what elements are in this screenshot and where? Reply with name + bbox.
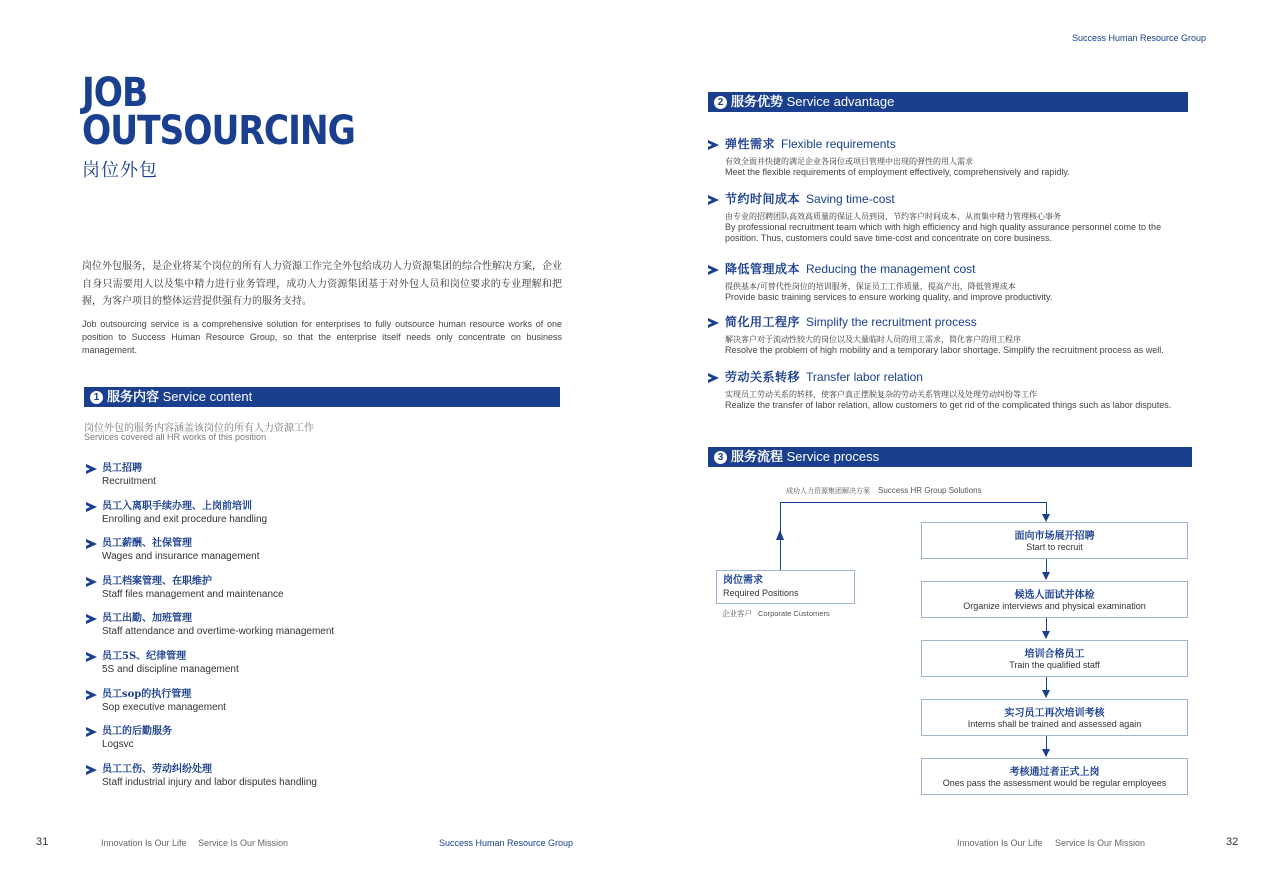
arrow-bullet-icon: [708, 140, 719, 150]
arrow-down-icon: [1042, 631, 1050, 639]
advantage-desc-en: Provide basic training services to ensure working quality, and improve productivity.: [725, 292, 1053, 302]
advantage-item: [708, 369, 1188, 411]
arrow-bullet-icon: [708, 373, 719, 383]
flow-connector-horizontal: [780, 502, 1046, 503]
corp-label-en: Corporate Customers: [758, 609, 830, 618]
footer-slogan-2-right: Service Is Our Mission: [1055, 838, 1146, 848]
service-content-list: [86, 462, 386, 800]
page-number-right: 32: [1226, 836, 1239, 848]
service-content-subtitle-en: Services covered all HR works of this position: [84, 432, 267, 442]
arrow-bullet-icon: [708, 195, 719, 205]
arrow-bullet-icon: [708, 318, 719, 328]
item-label-en: Staff attendance and overtime-working management: [102, 626, 335, 638]
advantage-desc-cn: 解决客户对于流动性较大的岗位以及大量临时人员的用工需求，简化客户的用工程序: [725, 335, 1021, 344]
arrow-bullet-icon: [86, 690, 97, 700]
advantage-desc-en: Resolve the problem of high mobility and a temporary labor shortage. Simplify the recruitment process as well.: [725, 345, 1164, 355]
advantage-title-cn: 弹性需求: [725, 137, 776, 151]
advantage-title-en: Reducing the management cost: [806, 262, 976, 276]
page-number-left: 31: [36, 836, 49, 848]
list-item: [86, 650, 386, 688]
page-title-cn: 岗位外包: [82, 160, 158, 181]
advantage-title-cn: 降低管理成本: [725, 262, 801, 276]
corp-label-cn: 企业客户: [722, 609, 752, 618]
step-label-en: Start to recruit: [1026, 542, 1083, 552]
advantage-desc-cn: 由专业的招聘团队高效高质量的保证人员到岗，节约客户时间成本，从而集中精力管理核心事务: [725, 212, 1061, 221]
flow-label-en: Success HR Group Solutions: [878, 486, 982, 495]
section-title-cn: 服务优势: [731, 95, 784, 110]
item-label-cn: 员工工伤、劳动纠纷处理: [102, 763, 212, 775]
advantage-item: [708, 191, 1188, 244]
step-label-en: Organize interviews and physical examination: [963, 601, 1146, 611]
arrow-bullet-icon: [86, 727, 97, 737]
advantage-desc-cn: 实现员工劳动关系的转移，使客户真正摆脱复杂的劳动关系管理以及处理劳动纠纷等工作: [725, 390, 1037, 399]
title-line-1: JOB: [82, 70, 148, 116]
flow-label-cn: 成功人力资源集团解决方案: [786, 487, 870, 495]
section-bar-service-content: [84, 387, 560, 407]
step-label-en: Interns shall be trained and assessed again: [967, 719, 1142, 729]
advantage-title-en: Simplify the recruitment process: [806, 315, 977, 329]
advantage-item: [708, 261, 1188, 303]
service-content-subtitle-cn: 岗位外包的服务内容涵盖该岗位的所有人力资源工作: [84, 423, 314, 434]
corporate-customers-label: [722, 608, 830, 619]
advantage-title-en: Saving time-cost: [806, 192, 895, 206]
section-title-en: Service process: [786, 449, 880, 464]
footer-slogan-1: Innovation Is Our Life: [101, 838, 187, 848]
step-label-cn: 培训合格员工: [1024, 649, 1085, 660]
process-step: [921, 758, 1188, 795]
advantage-item: [708, 136, 1188, 178]
arrow-down-icon: [1042, 572, 1050, 580]
advantage-desc-en: By professional recruitment team which with high efficiency and high quality assurance personnel come to the position. Thus, customers could save time-cost and concentrate on core business.: [725, 222, 1162, 243]
footer-slogan-2: Service Is Our Mission: [198, 838, 289, 848]
required-positions-en: Required Positions: [723, 588, 799, 598]
list-item: [86, 763, 386, 801]
section-title-en: Service advantage: [786, 94, 895, 109]
list-item: [86, 725, 386, 763]
list-item: [86, 575, 386, 613]
advantage-desc-en: Realize the transfer of labor relation, allow customers to get rid of the complicated things such as labor disputes.: [725, 400, 1172, 410]
advantage-title-en: Transfer labor relation: [806, 370, 923, 384]
section-title-en: Service content: [162, 389, 253, 404]
advantage-desc-en: Meet the flexible requirements of employment effectively, comprehensively and rapidly.: [725, 167, 1070, 177]
section-number-badge: 1: [90, 391, 103, 404]
step-label-cn: 候选人面试并体检: [1014, 590, 1095, 601]
item-label-cn: 员工出勤、加班管理: [102, 613, 192, 625]
advantage-title-cn: 劳动关系转移: [725, 370, 801, 384]
arrow-bullet-icon: [86, 502, 97, 512]
item-label-en: Logsvc: [102, 739, 134, 751]
list-item: [86, 688, 386, 726]
list-item: [86, 537, 386, 575]
arrow-bullet-icon: [86, 464, 97, 474]
section-title-cn: 服务内容: [107, 390, 160, 405]
item-label-en: Enrolling and exit procedure handling: [102, 513, 268, 525]
section-number-badge: 3: [714, 451, 727, 464]
required-positions-box: [716, 570, 855, 604]
arrow-bullet-icon: [86, 577, 97, 587]
section-bar-service-advantage: [708, 92, 1188, 112]
item-label-cn: 员工5S、纪律管理: [102, 650, 187, 662]
arrow-bullet-icon: [86, 539, 97, 549]
footer-brand: Success Human Resource Group: [439, 838, 574, 848]
arrow-bullet-icon: [86, 614, 97, 624]
page-title: [82, 70, 355, 154]
arrow-down-icon: [1042, 690, 1050, 698]
item-label-en: 5S and discipline management: [102, 663, 239, 675]
item-label-en: Staff files management and maintenance: [102, 588, 284, 600]
list-item: [86, 462, 386, 500]
item-label-en: Wages and insurance management: [102, 551, 260, 563]
arrow-down-icon: [1042, 514, 1050, 522]
footer-slogan-1-right: Innovation Is Our Life: [957, 838, 1043, 848]
arrow-bullet-icon: [86, 652, 97, 662]
item-label-cn: 员工sop的执行管理: [102, 688, 192, 700]
section-bar-service-process: [708, 447, 1192, 467]
item-label-cn: 员工入离职手续办理、上岗前培训: [102, 500, 252, 512]
required-positions-cn: 岗位需求: [723, 575, 763, 586]
item-label-en: Recruitment: [102, 476, 156, 487]
process-step: [921, 522, 1188, 559]
item-label-cn: 员工的后勤服务: [102, 726, 172, 738]
arrow-bullet-icon: [708, 265, 719, 275]
process-step: [921, 640, 1188, 677]
process-step: [921, 699, 1188, 736]
intro-text-cn: 岗位外包服务，是企业将某个岗位的所有人力资源工作完全外包给成功人力资源集团的综合性解决方案，企业自身只需要用人以及集中精力进行业务管理，成功人力资源集团基于对外包人员和岗位要求的专业理解和把握，为客户项目的整体运营提供强有力的服务支持。: [82, 261, 562, 307]
advantage-desc-cn: 有效全面并快捷的满足企业各岗位或项目管理中出现的弹性的用人需求: [725, 157, 973, 166]
process-step: [921, 581, 1188, 618]
header-brand: Success Human Resource Group: [1072, 33, 1207, 43]
advantage-title-cn: 简化用工程序: [725, 315, 801, 329]
item-label-cn: 员工档案管理、在职维护: [102, 575, 212, 587]
step-label-cn: 实习员工再次培训考核: [1004, 708, 1105, 719]
section-number-badge: 2: [714, 96, 727, 109]
arrow-bullet-icon: [86, 765, 97, 775]
arrow-up-icon: [776, 530, 784, 540]
item-label-cn: 员工薪酬、社保管理: [102, 538, 192, 550]
advantage-title-cn: 节约时间成本: [725, 192, 801, 206]
step-label-cn: 面向市场展开招聘: [1014, 531, 1095, 542]
advantage-desc-cn: 提供基本/可替代性岗位的培训服务，保证员工工作质量，提高产出，降低管理成本: [725, 282, 1016, 291]
item-label-en: Sop executive management: [102, 701, 226, 713]
section-title-cn: 服务流程: [731, 450, 784, 465]
title-line-2: OUTSOURCING: [82, 108, 355, 154]
advantage-title-en: Flexible requirements: [781, 137, 896, 151]
step-label-en: Train the qualified staff: [1009, 660, 1100, 670]
step-label-cn: 考核通过者正式上岗: [1009, 767, 1100, 778]
arrow-down-icon: [1042, 749, 1050, 757]
flow-solutions-label: [786, 486, 982, 496]
list-item: [86, 500, 386, 538]
step-label-en: Ones pass the assessment would be regular employees: [942, 778, 1167, 788]
item-label-cn: 员工招聘: [102, 463, 142, 474]
item-label-en: Staff industrial injury and labor disputes handling: [102, 776, 317, 788]
list-item: [86, 612, 386, 650]
advantage-item: [708, 314, 1188, 356]
intro-text-en: Job outsourcing service is a comprehensive solution for enterprises to fully outsource human resource works of one position to Success Human Resource Group, so that the enterprise itself needs only concentrate on business management.: [82, 319, 562, 355]
